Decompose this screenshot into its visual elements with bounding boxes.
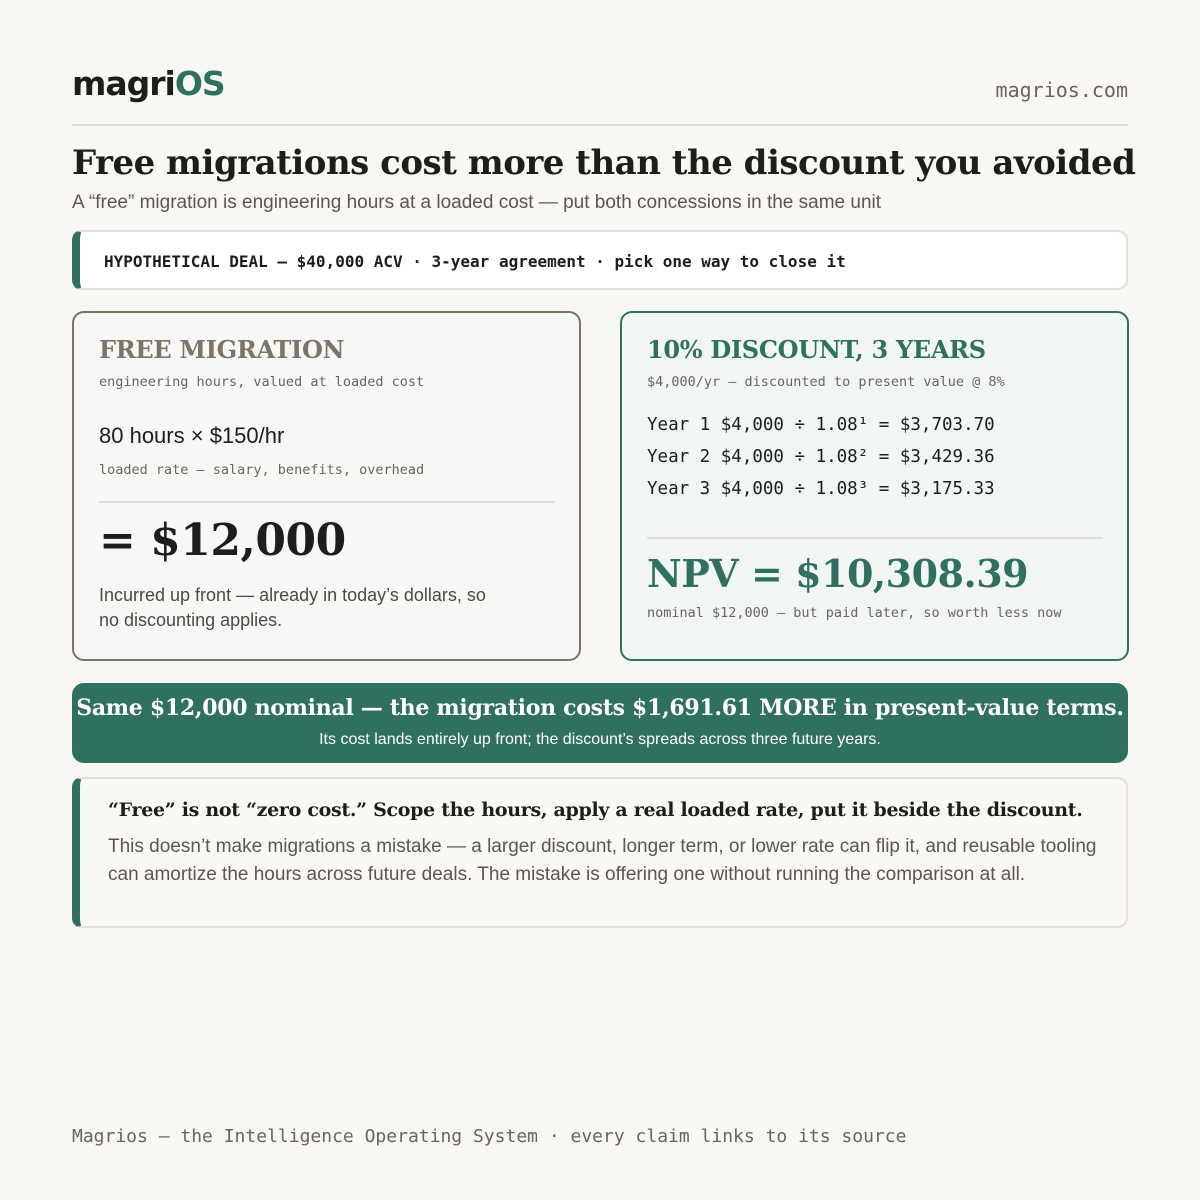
- page-title: Free migrations cost more than the discount you avoided: [72, 143, 1136, 183]
- site-url[interactable]: magrios.com: [995, 78, 1128, 102]
- deal-bar: [72, 230, 1128, 290]
- loaded-rate-note: loaded rate — salary, benefits, overhead: [99, 462, 425, 478]
- takeaway-body: This doesn’t make migrations a mistake — a larger discount, longer term, or lower rate can flip it, and reusable tooling can amortize the hours across future deals. The mistake is offering one without running the comparison at all.: [108, 836, 1097, 885]
- takeaway-headline: “Free” is not “zero cost.” Scope the hours, apply a real loaded rate, put it beside the discount.: [108, 799, 1083, 821]
- year-row-2: Year 2 $4,000 ÷ 1.08² = $3,429.36: [647, 447, 995, 467]
- free-migration-title: FREE MIGRATION: [99, 335, 345, 364]
- logo-text-os: OS: [174, 64, 225, 103]
- divider: [99, 501, 555, 503]
- deal-bar-text: HYPOTHETICAL DEAL — $40,000 ACV · 3-year agreement · pick one way to close it: [104, 252, 846, 271]
- year-row-3: Year 3 $4,000 ÷ 1.08³ = $3,175.33: [647, 479, 995, 499]
- free-migration-card: [72, 311, 581, 661]
- year-list: [647, 409, 995, 505]
- migration-note: Incurred up front — already in today’s dollars, so no discounting applies.: [99, 585, 486, 630]
- takeaway-callout: [72, 777, 1128, 928]
- logo[interactable]: [72, 64, 225, 103]
- discount-title: 10% DISCOUNT, 3 YEARS: [647, 335, 986, 364]
- migration-total: = $12,000: [99, 515, 346, 566]
- discount-caption: $4,000/yr — discounted to present value @ 8%: [647, 374, 1005, 390]
- hours-calculation: 80 hours × $150/hr: [99, 423, 285, 448]
- summary-banner-main: Same $12,000 nominal — the migration costs $1,691.61 MORE in present-value terms.: [76, 695, 1124, 721]
- npv-value: NPV = $10,308.39: [647, 551, 1029, 596]
- header: [72, 62, 1128, 126]
- summary-banner: [72, 683, 1128, 763]
- discount-card: [620, 311, 1129, 661]
- footer: Magrios — the Intelligence Operating System · every claim links to its source: [72, 1126, 907, 1147]
- free-migration-caption: engineering hours, valued at loaded cost: [99, 374, 425, 390]
- npv-note: nominal $12,000 — but paid later, so worth less now: [647, 605, 1062, 621]
- year-row-1: Year 1 $4,000 ÷ 1.08¹ = $3,703.70: [647, 415, 995, 435]
- logo-text-magri: magri: [72, 64, 175, 103]
- page-subtitle: A “free” migration is engineering hours at a loaded cost — put both concessions in the same unit: [72, 192, 882, 213]
- summary-banner-sub: Its cost lands entirely up front; the discount’s spreads across three future years.: [319, 731, 881, 748]
- divider: [647, 537, 1103, 539]
